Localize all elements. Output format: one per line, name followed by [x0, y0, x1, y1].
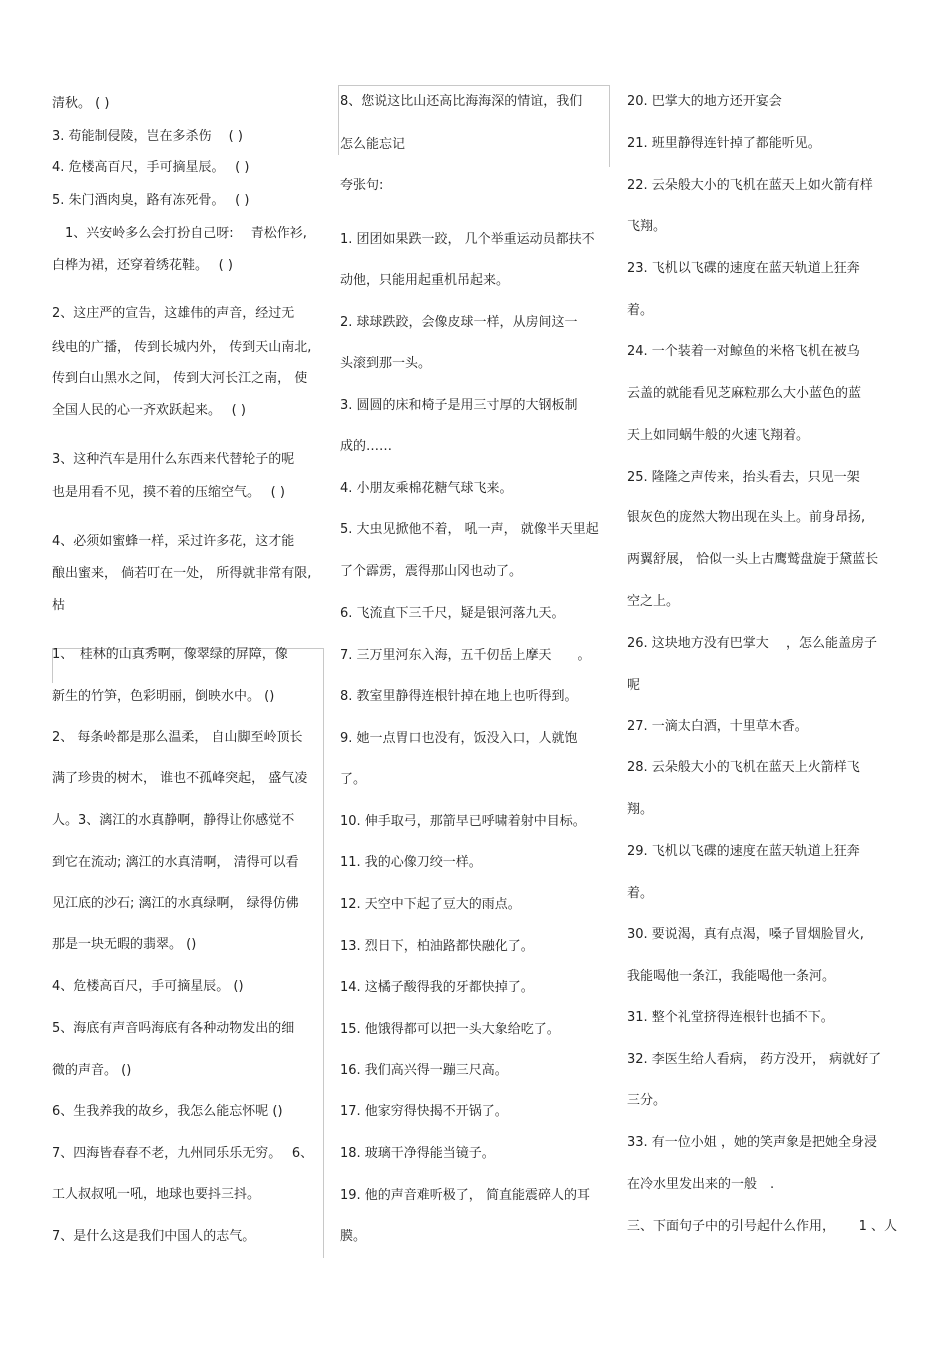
- right-column-line: 翔。: [627, 802, 654, 817]
- column-divider: [609, 85, 610, 167]
- left-column-line: 枯: [52, 598, 66, 613]
- left-column-line: 到它在流动; 漓江的水真清啊， 清得可以看: [52, 855, 299, 870]
- right-column-line: 23. 飞机以飞碟的速度在蓝天轨道上狂奔: [627, 261, 860, 276]
- middle-column-line: 13. 烈日下，柏油路都快融化了。: [340, 939, 534, 954]
- middle-column-line: 7. 三万里河东入海，五千仞岳上摩天 。: [340, 648, 591, 663]
- middle-column-line: 了个霹雳，震得那山冈也动了。: [340, 564, 523, 579]
- middle-column-line: 17. 他家穷得快揭不开锅了。: [340, 1104, 508, 1119]
- left-column-line: 7、四海皆春春不老，九州同乐乐无穷。 6、: [52, 1146, 314, 1161]
- right-column-line: 空之上。: [627, 594, 680, 609]
- right-column-line: 25. 隆隆之声传来，抬头看去，只见一架: [627, 470, 860, 485]
- middle-column-line: 12. 天空中下起了豆大的雨点。: [340, 897, 521, 912]
- middle-column-line: 15. 他饿得都可以把一头大象给吃了。: [340, 1022, 560, 1037]
- left-column-line: 微的声音。 (): [52, 1063, 132, 1078]
- right-column-line: 三、下面句子中的引号起什么作用， 1 、人: [627, 1219, 898, 1234]
- left-column-line: 7、是什么这是我们中国人的志气。: [52, 1229, 256, 1244]
- middle-column-line: 18. 玻璃干净得能当镜子。: [340, 1146, 495, 1161]
- left-column-line: 清秋。 ( ): [52, 96, 110, 111]
- right-column-line: 20. 巴掌大的地方还开宴会: [627, 94, 782, 109]
- right-column-line: 27. 一滴太白酒，十里草木香。: [627, 719, 808, 734]
- middle-column-line: 14. 这橘子酸得我的牙都快掉了。: [340, 980, 534, 995]
- right-column-line: 31. 整个礼堂挤得连根针也插不下。: [627, 1010, 834, 1025]
- left-column-line: 4、危楼高百尺，手可摘星辰。 (): [52, 979, 244, 994]
- left-column-line: 4、必须如蜜蜂一样，采过许多花，这才能: [52, 534, 295, 549]
- middle-column-line: 4. 小朋友乘棉花糖气球飞来。: [340, 481, 513, 496]
- middle-column-line: 16. 我们高兴得一蹦三尺高。: [340, 1063, 508, 1078]
- middle-column-line: 怎么能忘记: [340, 137, 406, 152]
- right-column-line: 飞翔。: [627, 219, 667, 234]
- middle-column-line: 3. 圆圆的床和椅子是用三寸厚的大钢板制: [340, 398, 578, 413]
- right-column-line: 两翼舒展， 恰似一头上古鹰鹫盘旋于黛蓝长: [627, 552, 879, 567]
- right-column-line: 云盖的就能看见芝麻粒那么大小蓝色的蓝: [627, 386, 862, 401]
- right-column-line: 呢: [627, 678, 641, 693]
- middle-column-line: 10. 伸手取弓，那箭早已呼啸着射中目标。: [340, 814, 586, 829]
- left-column-line: 酿出蜜来， 倘若叮在一处， 所得就非常有限,: [52, 566, 312, 581]
- middle-column-line: 成的……: [340, 439, 393, 454]
- right-column-line: 我能喝他一条江，我能喝他一条河。: [627, 969, 836, 984]
- right-column-line: 天上如同蜗牛般的火速飞翔着。: [627, 428, 810, 443]
- right-column-line: 32. 李医生给人看病， 药方没开， 病就好了: [627, 1052, 882, 1067]
- middle-column-line: 8、您说这比山还高比海海深的情谊，我们: [340, 94, 583, 109]
- right-column-line: 着。: [627, 886, 654, 901]
- middle-column-line: 9. 她一点胃口也没有，饭没入口，人就饱: [340, 731, 578, 746]
- column-divider: [338, 85, 339, 155]
- right-column-line: 33. 有一位小姐 ，她的笑声象是把她全身浸: [627, 1135, 877, 1150]
- middle-column-line: 2. 球球跌跤，会像皮球一样，从房间这一: [340, 315, 578, 330]
- right-column-line: 22. 云朵般大小的飞机在蓝天上如火箭有样: [627, 178, 873, 193]
- left-column-line: 3、这种汽车是用什么东西来代替轮子的呢: [52, 452, 295, 467]
- left-column-line: 5、海底有声音吗海底有各种动物发出的细: [52, 1021, 295, 1036]
- right-column-line: 26. 这块地方没有巴掌大 ，怎么能盖房子: [627, 636, 877, 651]
- right-column-line: 28. 云朵般大小的飞机在蓝天上火箭样飞: [627, 760, 860, 775]
- middle-column-line: 1. 团团如果跌一跤， 几个举重运动员都扶不: [340, 232, 595, 247]
- middle-column-line: 动他，只能用起重机吊起来。: [340, 273, 510, 288]
- middle-column-line: 8. 教室里静得连根针掉在地上也听得到。: [340, 689, 578, 704]
- left-column-line: 1、 桂林的山真秀啊，像翠绿的屏障，像: [52, 647, 288, 662]
- right-column-line: 着。: [627, 303, 654, 318]
- middle-column-line: 膜。: [340, 1229, 367, 1244]
- middle-column-line: 夸张句:: [340, 178, 384, 193]
- middle-column-line: 5. 大虫见掀他不着， 吼一声， 就像半天里起: [340, 522, 599, 537]
- left-column-line: 全国人民的心一齐欢跃起来。 ( ): [52, 403, 246, 418]
- left-column-line: 也是用看不见，摸不着的压缩空气。 ( ): [52, 485, 285, 500]
- right-column-line: 29. 飞机以飞碟的速度在蓝天轨道上狂奔: [627, 844, 860, 859]
- middle-column-line: 头滚到那一头。: [340, 356, 432, 371]
- left-column-line: 满了珍贵的树木， 谁也不孤峰突起， 盛气凌: [52, 771, 308, 786]
- middle-column-line: 11. 我的心像刀绞一样。: [340, 855, 482, 870]
- left-column-line: 白桦为裙，还穿着绣花鞋。 ( ): [52, 258, 233, 273]
- column-divider: [338, 85, 610, 86]
- left-column-line: 2、 每条岭都是那么温柔， 自山脚至岭顶长: [52, 730, 303, 745]
- middle-column-line: 了。: [340, 772, 367, 787]
- right-column-line: 三分。: [627, 1093, 667, 1108]
- left-column-line: 新生的竹笋，色彩明丽，倒映水中。 (): [52, 689, 275, 704]
- left-column-line: 工人叔叔吼一吼，地球也要抖三抖。: [52, 1187, 261, 1202]
- right-column-line: 21. 班里静得连针掉了都能听见。: [627, 136, 821, 151]
- left-column-line: 那是一块无暇的翡翠。 (): [52, 937, 197, 952]
- column-divider: [323, 648, 324, 1258]
- left-column-line: 1、兴安岭多么会打扮自己呀: 青松作衫,: [52, 226, 307, 241]
- left-column-line: 5. 朱门酒肉臭，路有冻死骨。 ( ): [52, 193, 250, 208]
- left-column-line: 4. 危楼高百尺，手可摘星辰。 ( ): [52, 160, 250, 175]
- left-column-line: 2、这庄严的宣告，这雄伟的声音，经过无: [52, 306, 295, 321]
- middle-column-line: 6. 飞流直下三千尺，疑是银河落九天。: [340, 606, 565, 621]
- left-column-line: 见江底的沙石; 漓江的水真绿啊， 绿得仿佛: [52, 896, 299, 911]
- left-column-line: 3. 苟能制侵陵，岂在多杀伤 ( ): [52, 129, 243, 144]
- right-column-line: 在冷水里发出来的一般 .: [627, 1177, 775, 1192]
- left-column-line: 传到白山黑水之间， 传到大河长江之南， 使: [52, 371, 308, 386]
- right-column-line: 银灰色的庞然大物出现在头上。前身昂扬,: [627, 510, 866, 525]
- left-column-line: 线电的广播， 传到长城内外， 传到天山南北,: [52, 340, 312, 355]
- right-column-line: 24. 一个装着一对鲸鱼的米格飞机在被乌: [627, 344, 860, 359]
- left-column-line: 6、生我养我的故乡，我怎么能忘怀呢 (): [52, 1104, 283, 1119]
- right-column-line: 30. 要说渴，真有点渴，嗓子冒烟脸冒火,: [627, 927, 864, 942]
- middle-column-line: 19. 他的声音难听极了， 简直能震碎人的耳: [340, 1188, 590, 1203]
- left-column-line: 人。3、漓江的水真静啊，静得让你感觉不: [52, 813, 295, 828]
